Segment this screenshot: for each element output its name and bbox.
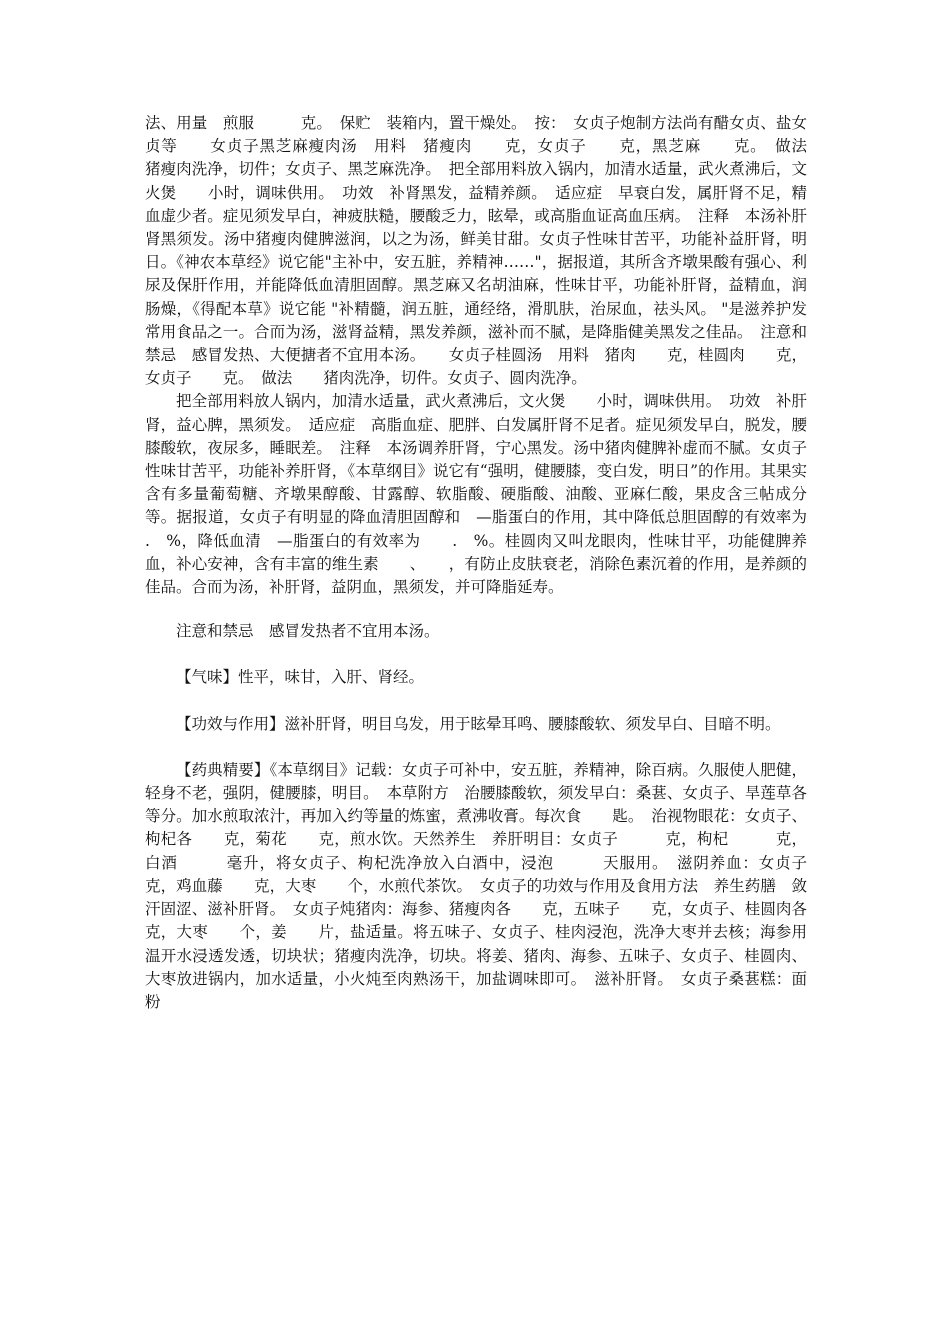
paragraph-effects: 【功效与作用】滋补肝肾，明目乌发，用于眩晕耳鸣、腰膝酸软、须发早白、目暗不明。 [176, 714, 781, 733]
paragraph-pharmacopoeia: 【药典精要】《本草纲目》记载：女贞子可补中，安五脏，养精神，除百病。久服使人肥健，轻身不老，强阴，健腰膝，明目。 本草附方 治腰膝酸软，须发早白：桑葚、女贞子、旱莲草各等分。加水煎取浓汁，再加入约等量的炼蜜，煮沸收膏。每次食 匙。 治视物眼花：女贞子、枸杞各 克，菊花 克，煎水饮。天然养生 养肝明目：女贞子 克，枸杞 克，白酒 毫升，将女贞子、枸杞洗净放入白酒中，浸泡 天服用。 滋阴养血：女贞子 克，鸡血藤 克，大枣 个，水煎代茶饮。 女贞子的功效与作用及食用方法 养生药膳 敛汗固涩、滋补肝肾。 女贞子炖猪肉：海参、猪瘦肉各 克，五味子 克，女贞子、桂圆肉各 克，大枣 个，姜 片，盐适量。将五味子、女贞子、桂肉浸泡，洗净大枣并去核；海参用温开水浸透发透，切块状；猪瘦肉洗净，切块。将姜、猪肉、海参、五味子、女贞子、桂圆肉、大枣放进锅内，加水适量，小火炖至肉熟汤干，加盐调味即可。 滋补肝肾。 女贞子桑葚糕：面粉 [145, 760, 839, 1011]
paragraph-nature: 【气味】性平，味甘，入肝、肾经。 [176, 668, 425, 687]
paragraph-recipe-1: 法、用量 煎服 克。 保贮 装箱内，置干燥处。 按： 女贞子炮制方法尚有醋女贞、盐女贞等 女贞子黑芝麻瘦肉汤 用料 猪瘦肉 克，女贞子 克，黑芝麻 克。 做法 猪瘦肉洗净，切件；女贞子、黑芝麻洗净。 把全部用料放入锅内，加清水适量，武火煮沸后，文火煲 小时，调味供用。 功效 补肾黑发，益精养颜。 适应症 早衰白发，属肝肾不足，精血虚少者。症见须发早白，神疲肤糙，腰酸乏力，眩晕，或高脂血证高血压病。 注释 本汤补肝肾黑须发。汤中猪瘦肉健脾滋润，以之为汤，鲜美甘甜。女贞子性味甘苦平，功能补益肝肾，明日。《神农本草经》说它能"主补中，安五脏，养精神……"，据报道，其所含齐墩果酸有强心、利尿及保肝作用，并能降低血清胆固醇。黑芝麻又名胡油麻，性味甘平，功能补肝肾，益精血，润肠燥，《得配本草》说它能 "补精髓，润五脏，通经络，滑肌肤，治尿血，祛头风。 "是滋养护发常用食品之一。合而为汤，滋肾益精，黑发养颜，滋补而不腻，是降脂健美黑发之佳品。 注意和禁忌 感冒发热、大便搪者不宜用本汤。 女贞子桂圆汤 用料 猪肉 克，桂圆肉 克，女贞子 克。 做法 猪肉洗净，切件。女贞子、圆肉洗净。 [145, 114, 839, 388]
paragraph-caution: 注意和禁忌 感冒发热者不宜用本汤。 [176, 622, 440, 641]
paragraph-recipe-2: 把全部用料放人锅内，加清水适量，武火煮沸后，文火煲 小时，调味供用。 功效 补肝肾，益心脾，黑须发。 适应症 高脂血症、肥胖、白发属肝肾不足者。症见须发早白，脱发，腰膝酸软，夜尿多，睡眠差。 注释 本汤调养肝肾，宁心黑发。汤中猪肉健脾补虚而不腻。女贞子性味甘苦平，功能补养肝肾，《本草纲目》说它有“强明，健腰膝，变白发，明日”的作用。其果实含有多量葡萄糖、齐墩果醇酸、甘露醇、软脂酸、硬脂酸、油酸、亚麻仁酸，果皮含三帖成分等。据报道，女贞子有明显的降血清胆固醇和 —脂蛋白的作用，其中降低总胆固醇的有效率为 . %，降低血清 —脂蛋白的有效率为 . %。桂圆肉又叫龙眼肉，性味甘平，功能健脾养血，补心安神，含有丰富的维生素 、 ，有防止皮肤衰老，消除色素沉着的作用，是养颜的佳品。合而为汤，补肝肾，益阴血，黑须发，并可降脂延寿。 [145, 392, 839, 597]
document-body [145, 112, 839, 1014]
